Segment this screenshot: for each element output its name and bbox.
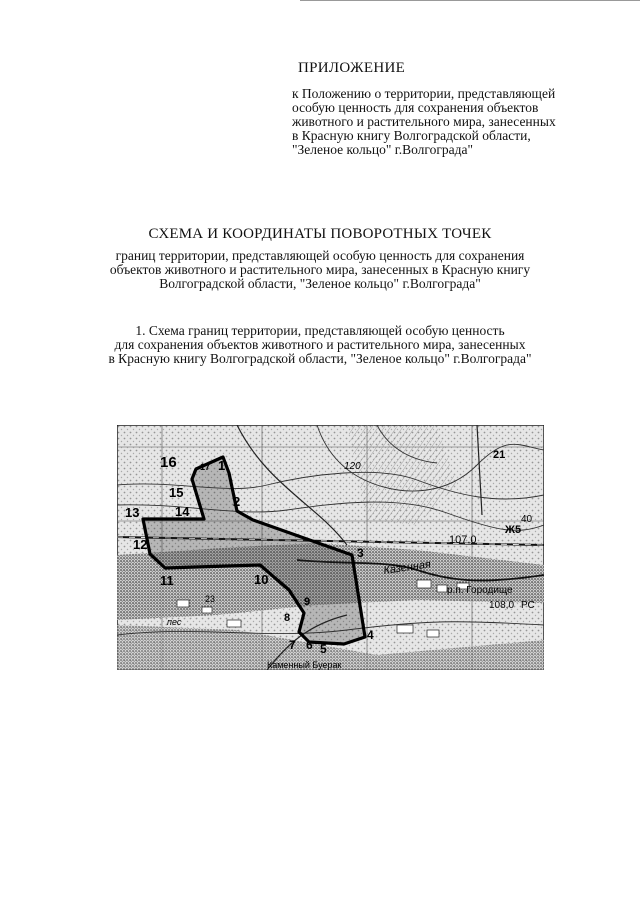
appendix-line: животного и растительного мира, занесенных	[292, 114, 556, 129]
point-label-15: 15	[169, 485, 184, 500]
point-label-7: 7	[289, 638, 296, 652]
label-40: 40	[521, 514, 533, 525]
section-title-line: для сохранения объектов животного и растительного мира, занесенных	[114, 337, 526, 352]
point-label-12: 12	[133, 537, 148, 552]
point-label-8: 8	[284, 612, 291, 624]
appendix-text	[292, 87, 592, 157]
map-svg	[117, 425, 544, 670]
scheme-subtitle-line: границ территории, представляющей особую ценность для сохранения	[115, 248, 525, 263]
point-label-3: 3	[357, 546, 364, 560]
point-label-9: 9	[304, 596, 311, 608]
top-rule	[300, 0, 640, 1]
appendix-title: ПРИЛОЖЕНИЕ	[298, 60, 406, 76]
point-label-11: 11	[160, 573, 174, 588]
label-rs: РС	[521, 600, 535, 611]
point-label-2: 2	[233, 494, 241, 509]
label-23: 23	[205, 594, 216, 604]
point-label-17: 17	[200, 462, 211, 472]
territory-map	[117, 425, 544, 670]
scheme-subtitle	[0, 249, 640, 291]
label-21: 21	[493, 449, 506, 461]
appendix-block	[292, 60, 592, 157]
section-title-line: 1. Схема границ территории, представляющей особую ценность	[135, 323, 505, 338]
point-label-6: 6	[306, 638, 313, 652]
elevation-108: 108,0	[489, 600, 515, 611]
scheme-subtitle-line: объектов животного и растительного мира, занесенных в Красную книгу	[109, 262, 531, 277]
point-label-13: 13	[125, 505, 140, 520]
point-label-10: 10	[254, 572, 269, 587]
appendix-line: особую ценность для сохранения объектов	[292, 100, 539, 115]
scheme-title: СХЕМА И КООРДИНАТЫ ПОВОРОТНЫХ ТОЧЕК	[148, 226, 492, 242]
point-label-5: 5	[320, 642, 327, 656]
place-label-gorodishche: р.п. Городище	[447, 585, 513, 596]
label-zh5: Ж5	[505, 524, 522, 536]
scheme-subtitle-line: Волгоградской области, "Зеленое кольцо" г.Волгограда"	[159, 276, 481, 291]
point-label-4: 4	[367, 628, 374, 642]
appendix-line: в Красную книгу Волгоградской области,	[292, 128, 531, 143]
appendix-line: "Зеленое кольцо" г.Волгограда"	[292, 142, 474, 157]
section-title	[0, 324, 640, 366]
point-label-14: 14	[175, 504, 190, 519]
place-label-kazennaya: Казенная	[382, 558, 432, 577]
place-label-kamenny-buerak: Каменный Буерак	[267, 660, 342, 670]
appendix-line: к Положению о территории, представляющей	[292, 86, 556, 101]
section-title-line: в Красную книгу Волгоградской области, "Зеленое кольцо" г.Волгограда"	[108, 351, 532, 366]
point-label-16: 16	[160, 454, 177, 471]
point-label-1: 1	[218, 458, 226, 473]
elevation-107: 107,0	[449, 534, 477, 546]
elevation-120: 120	[344, 461, 361, 472]
label-pes: пес	[167, 617, 182, 627]
